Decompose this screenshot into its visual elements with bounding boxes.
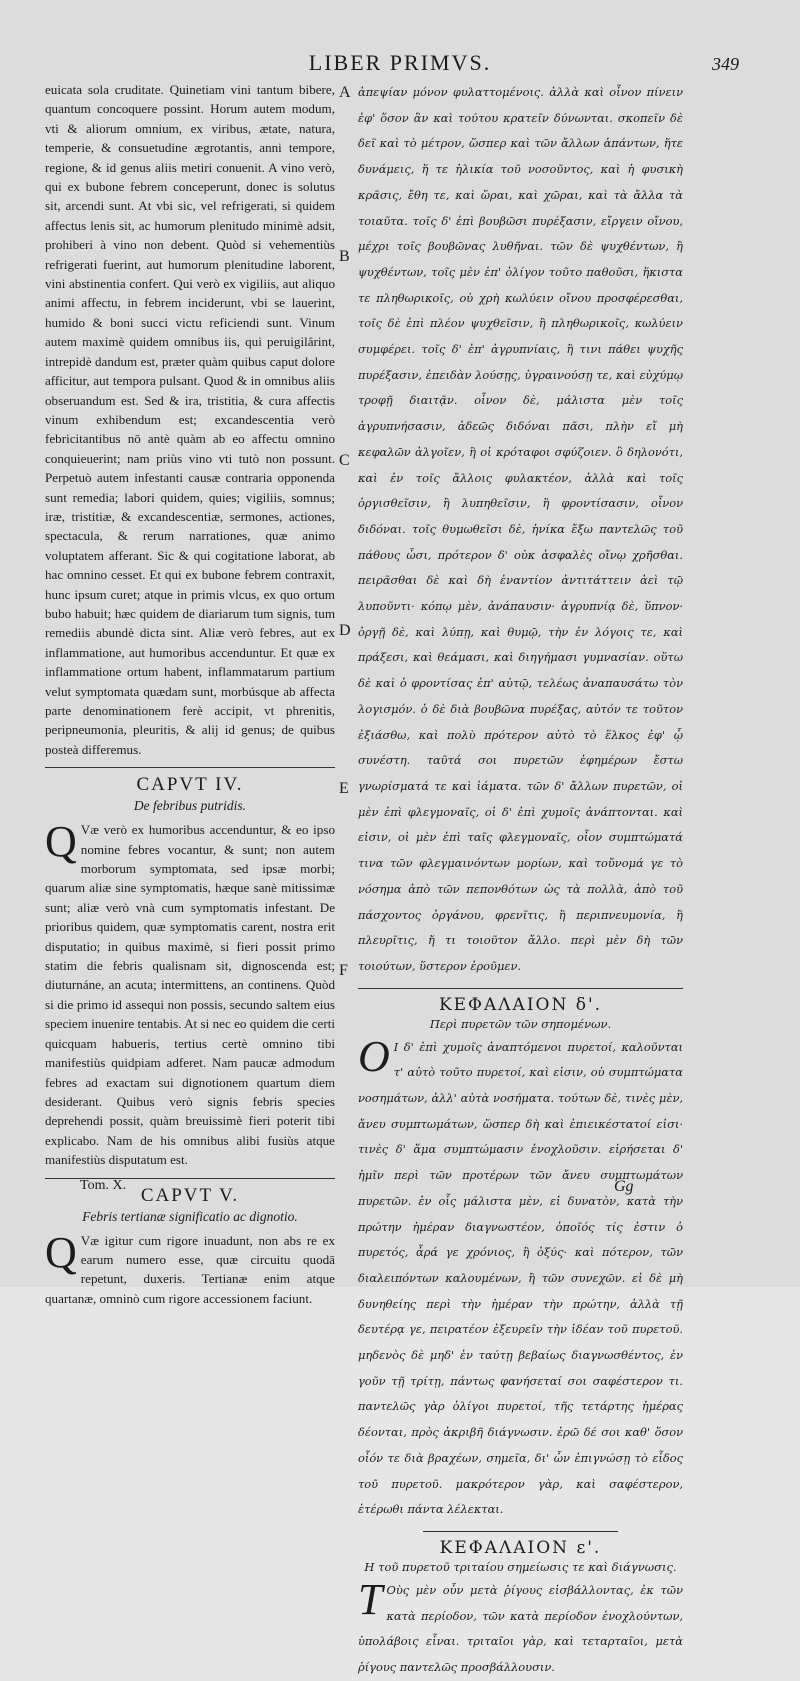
volume-footer: Tom. X. <box>80 1178 127 1193</box>
greek-paragraph: ἀπεψίαν μόνον φυλαττομένοις. ἀλλὰ καὶ οἶνον πίνειν ἐφ' ὅσον ἂν καὶ τούτου κρατεῖν δύνωνται. σκοπεῖν δὲ δεῖ καὶ τὸ μέτρον, ὥσπερ καὶ τῶν ἄλλων ἁπάντων, ἥτε δυνάμεις, ἥ τε ἡλικία τοῦ νοσοῦντος, καὶ ἡ φυσικὴ κρᾶσις, ἔθη τε, καὶ ὥραι, καὶ χῶραι, καὶ τὰ ἄλλα τὰ τοιαῦτα. τοῖς δ' ἐπὶ βουβῶσι πυρέξασιν, εἴργειν οἴνου, μέχρι τοῖς βουβῶνας λυθῆναι. τῶν δὲ ψυχθέντων, ἢ ψυχθέντων, τοῖς μὲν ἐπ' ὀλίγον τοῦτο παθοῦσι, ἥκιστα τε πληθωρικοῖς, οὐ χρὴ κωλύειν οἴνου προσφέρεσθαι, τοῖς δὲ ἐπὶ πλέον ψυχθεῖσιν, ἢ πληθωρικοῖς, κωλύειν συμφέρει. τοῖς δ' ἐπ' ἀγρυπνίαις, ἢ τινι πάθει ψυχῆς πυρέξασιν, ἐπειδὰν λούσῃς, ὑγραινούσῃ τε, καὶ εὐχύμῳ τροφῇ διαιτᾷν. οἶνον δὲ, μάλιστα μὲν τοῖς ἀγρυπνήσασιν, ἀδεῶς διδόναι πᾶσι, πλὴν εἴ μὴ κεφαλῶν ἀλγοῖεν, ἢ οἱ κρόταφοι σφύζοιεν. ὃ δηλονότι, καὶ ἐν τοῖς ἄλλοις φυλακτέον, ἀλλὰ καὶ τοῖς ὀργισθεῖσιν, ἢ λυπηθεῖσιν, ἢ φροντίσασιν, οἶνον διδόναι. τοῖς θυμωθεῖσι δὲ, ἡνίκα ἔξω παντελῶς τοῦ πάθους ὦσι, πρότερον δ' οὐκ ἀσφαλὲς οἴνῳ χρῆσθαι. πειρᾶσθαι δὲ καὶ δὴ ἐναντίον ἀντιτάττειν ἀεὶ τῷ λυποῦντι· κόπῳ μὲν, ἀνάπαυσιν· ἀγρυπνίᾳ δὲ, ὕπνον· ὀργῇ δὲ, καὶ λύπῃ, καὶ θυμῷ, τὴν ἐν λόγοις τε, καὶ πράξεσι, καὶ θεάμασι, καὶ διηγήμασι γυμνασίαν. οὕτω δὲ καὶ ὁ φροντίσας ἐπ' αὐτῷ, τελέως ἀναπαυσάτω τὸν λογισμόν. ὁ δὲ διὰ βουβῶνα πυρέξας, αὐτόν τε τοῦτον ἐξιάσθω, καὶ πολὺ πρότερον αὐτὸ τὸ ἕλκος ἐφ' ᾧ συνέστη. ταῦτά σοι πυρετῶν ἐφημέρων ἔστω γνωρίσματά τε καὶ ἰάματα. τῶν δ' ἄλλων πυρετῶν, οἱ μὲν ἐπὶ φλεγμοναῖς, οἱ δ' ἐπὶ χυμοῖς ἀνάπτονται. καὶ εἰσιν, οἱ μὲν ἐπὶ ταῖς φλεγμοναῖς, οἷον συμπτώματά τινα τῶν φλεγμαινόντων μορίων, καὶ τοὔνομά γε τὸ νόσημα ἀπὸ τῶν πεπονθότων ὡς τὰ πολλὰ, ἀπὸ τοῦ πάσχοντος ὀργάνου, φρενῖτις, ἢ περιπνευμονία, ἢ πλευρῖτις, ἤ τι τοιοῦτον ἄλλο. περὶ μὲν δὴ τῶν τοιούτων, ὕστερον ἐροῦμεν. <box>358 85 683 973</box>
section-divider <box>358 988 683 989</box>
page-number: 349 <box>712 54 739 74</box>
chapter-5-subtitle: Febris tertianæ significatio ac dignotio. <box>82 1208 298 1224</box>
section-divider <box>45 767 335 768</box>
latin-column <box>45 80 335 1308</box>
greek-chapter-4-body <box>358 1031 683 1523</box>
greek-column <box>358 80 683 1681</box>
drop-cap: Q <box>45 817 77 867</box>
chapter-4-body <box>45 817 335 1169</box>
drop-cap: Ο <box>358 1031 390 1081</box>
chapter-4-subtitle: De febribus putridis. <box>133 798 247 814</box>
margin-letter-f: F <box>339 962 348 979</box>
chapter-4-title: CAPVT IV. <box>136 774 244 796</box>
margin-letter-d: D <box>339 622 351 639</box>
chapter-4-text: Væ verò ex humoribus accenduntur, & eo ipso nomine febres vocantur, & sunt; non autem morborum symptomata, sed ipsæ morbi; quarum aliæ sine symptomatis, hæque sanè mitissimæ sunt; aliæ verò vnà cum symptomatis infestant. De prioribus quidem, quæ symptomatis carent, nostra erit disputatio; in quibus maximè, si fieri possit primo statim die febris qualisnam sit, dignoscenda est; diuturnáne, an acuta; intermittens, an continens. Quòd si die primo id assequi non possis, secundo saltem eius speciem inuenire tentabis. At si nec eo quidem die certi quicquam habueris, tertius certè omnino tibi manifestiùs quidpiam adferet. Nam paucæ admodum febres ad exactam sui dignotionem quartum diem desiderant. Quibus verò signis febris species deprehendi possit, quàm breuissimè fieri poterit tibi explicabo. Nam de his omnibus alibi fusiùs atque manifestiùs disputatum est. <box>45 822 335 1168</box>
chapter-5-body <box>45 1227 335 1309</box>
greek-chapter-4-title: ΚΕΦΑΛΑΙΟΝ δ'. <box>438 994 603 1015</box>
greek-chapter-4-text: Ι δ' ἐπὶ χυμοῖς ἀναπτόμενοι πυρετοί, καλοῦνται τ' αὐτὸ τοῦτο πυρετοί, καὶ εἰσιν, οὐ συμπτώματα νοσημάτων, ἀλλ' αὐτὰ νοσήματα. τούτων δὲ, τινὲς μὲν, ἄνευ συμπτωμάτων, ὥσπερ δὴ καὶ ἐπιεικέστατοί εἰσι· τινὲς δ' ἅμα συμπτώμασιν ἐνοχλοῦσιν. εἰρήσεται δ' ἡμῖν περὶ τῶν προτέρων τῶν ἄνευ συμπτωμάτων πυρετῶν. ἐν οἷς μάλιστα μὲν, εἰ δυνατὸν, κατὰ τὴν πρώτην ἡμέραν διαγνωστέον, ὁποῖός τίς ἐστιν ὁ πυρετός, ἆρά γε χρόνιος, ἢ ὀξύς· καὶ πότερον, τῶν διαλειπόντων καλουμένων, ἢ τῶν συνεχῶν. εἰ δὲ μὴ δυνηθείης περὶ τὴν ἡμέραν τὴν πρώτην, ἀλλὰ τῇ δευτέρᾳ γε, πειρατέον ἐξευρεῖν τὴν ἰδέαν τοῦ πυρετοῦ. μηδενὸς δὲ μηδ' ἐν ταύτῃ βεβαίως διαγνωσθέντος, ἐν γοῦν τῇ τρίτῃ, πάντως φανήσεταί σοι σαφέστερον τι. παντελῶς γὰρ ὀλίγοι πυρετοί, τῆς τετάρτης ἡμέρας δέονται, πρὸς ἀκριβῆ διάγνωσιν. ἐρῶ δέ σοι καθ' ὅσον οἷόν τε διὰ βραχέων, σημεῖα, δι' ὧν ἐπιγνώσῃ τὸ εἶδος τοῦ πυρετοῦ. μακρότερον γὰρ, καὶ σαφέστερον, ἑτέρωθι πάντα λέλεκται. <box>358 1039 683 1517</box>
drop-cap: Τ <box>358 1574 383 1624</box>
margin-letter-b: B <box>339 248 350 265</box>
signature-mark: Gg <box>614 1178 634 1195</box>
greek-chapter-5-body <box>358 1574 683 1681</box>
chapter-5-text: Væ igitur cum rigore inuadunt, non abs re ex earum numero esse, quæ circuitu quodā repetunt, duxeris. Tertianæ enim atque quartanæ, omninò cum rigore accessionem faciunt. <box>45 1232 335 1306</box>
chapter-5-title: CAPVT V. <box>140 1184 240 1206</box>
greek-chapter-4-subtitle: Περὶ πυρετῶν τῶν σηπομένων. <box>429 1016 612 1031</box>
margin-letter-c: C <box>339 452 350 469</box>
running-head: LIBER PRIMVS. <box>308 50 492 75</box>
greek-chapter-5-text: Οὺς μὲν οὖν μετὰ ῥίγους εἰσβάλλοντας, ἐκ τῶν κατὰ περίοδον, τῶν κατὰ περίοδον ἐνοχλούντων, ὑπολάβοις εἶναι. τριταῖοι γὰρ, καὶ τεταρταῖοι, μετὰ ῥίγους παντελῶς προσβάλλουσιν. <box>358 1582 683 1675</box>
section-divider <box>423 1531 618 1532</box>
margin-letter-e: E <box>339 780 349 797</box>
latin-paragraph: euicata sola cruditate. Quinetiam vini tantum bibere, quantum concoquere possint. Horum autem modum, vti & aliorum omnium, ex viribus, ætate, natura, temperie, & consuetudine ægrotantis, anni tempore, regione, & id genus aliis metiri conuenit. A vino verò, qui ex bubone febrem conceperunt, donec is solutus sit, arcendi sunt. At vbi sic, vel refrigerati, si quidem affectus lenis sit, ac humorum plenitudo minimè adsit, prohiberi à vino non debent. Quòd si vehementiùs refrigerati fuerint, aut humorum plenitudine laborent, vini abstinentia confert. Qui verò ex vigiliis, aut aliquo animi affectu, in febrem inciderunt, vbi se lauerint, humido & boni succi victu reficiendi sunt. Vinum autem maximè quidem omnibus iis, qui peruigilârint, intrepidè dandum est, præter quàm quibus caput dolore afficitur, aut tempora pulsant. Quod & in omnibus aliis obseruandum est. Sed & ira, tristitia, & cura affectis vinum exhibendum est; excandescentia verò febricitantibus nō antè quàm ab eo affectu omnino conquieuerint; nam priùs vino vti tutò non possunt. Perpetuò autem infestanti causæ contraria opponenda sunt remedia; labori quidem, quies; vigiliis, somnus; iræ, tristitiæ, & excandescentiæ, sermones, actiones, spectacula, & rerum narrationes, quæ animo voluptatem afferant. Sic & qui cogitatione laborat, ab hac omnino cesset. Et qui ex bubone febrem contraxit, hunc ipsum curet; atque in primis vlcus, ex quo ortum bubo habuit; hæc quidem de diariarum tum signis, tum remediis abundè dicta sint. Aliæ verò febres, aut ex inflammatione, aut humoribus accenduntur. Et quæ ex inflammatione ortum habent, inflammatarum partium velut symptomata quædam sunt, morbúsque ab affecta parte denominationem ferè accipit, vt phrenitis, peripneumonia, pleuritis, & alij id genus; de quibus posteà differemus. <box>45 82 335 757</box>
drop-cap: Q <box>45 1227 77 1277</box>
margin-letter-a: A <box>339 84 351 101</box>
greek-chapter-5-title: ΚΕΦΑΛΑΙΟΝ ε'. <box>439 1537 602 1558</box>
greek-chapter-5-subtitle: Η τοῦ πυρετοῦ τριταίου σημείωσις τε καὶ διάγνωσις. <box>364 1559 677 1574</box>
